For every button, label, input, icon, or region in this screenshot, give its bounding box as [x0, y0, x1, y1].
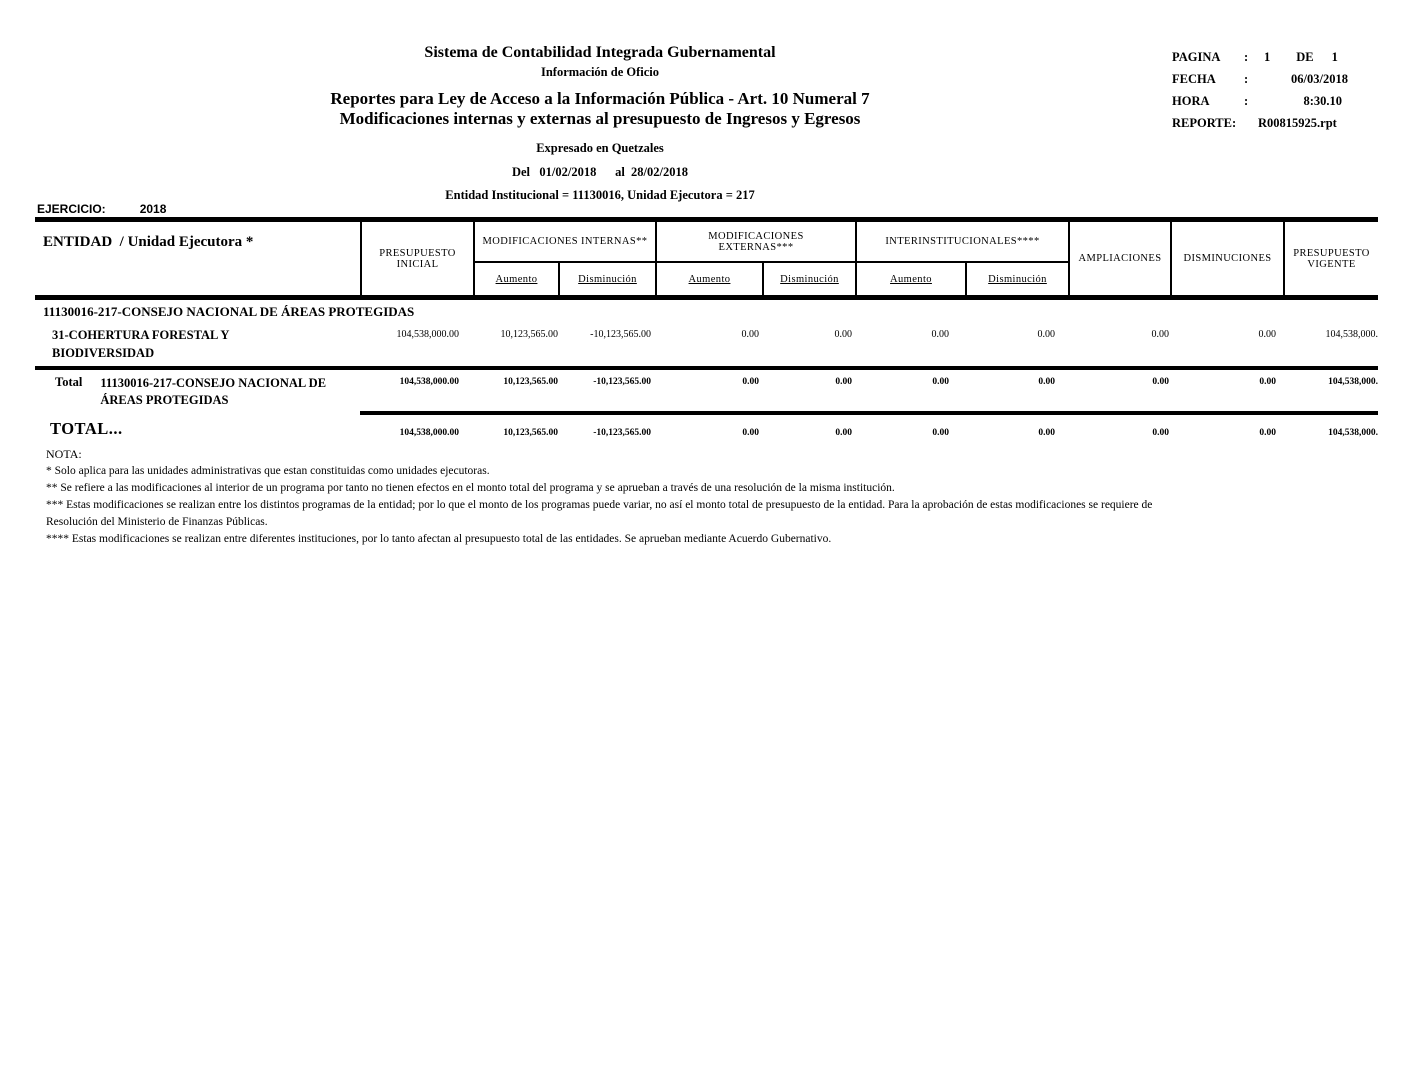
fecha-value: 06/03/2018 — [1291, 72, 1348, 86]
fecha-row — [1172, 72, 1362, 87]
col-presupuesto-vigente-header: PRESUPUESTO VIGENTE — [1283, 222, 1378, 295]
total-disminuciones: 0.00 — [1259, 377, 1276, 387]
pagina-label: PAGINA — [1172, 50, 1221, 64]
entity-total-label-cell — [35, 375, 360, 409]
report-title-line1: Reportes para Ley de Acceso a la Información Pública - Art. 10 Numeral 7 — [330, 89, 870, 108]
total-internas-aumento: 10,123,565.00 — [503, 377, 558, 387]
total-externas-aumento: 0.00 — [742, 377, 759, 387]
entity-total-row — [35, 375, 1378, 409]
group-modificaciones-externas-header: MODIFICACIONES EXTERNAS*** — [655, 222, 855, 263]
group-interinstitucionales-header: INTERINSTITUCIONALES**** — [855, 222, 1068, 263]
entity-group-row: 11130016-217-CONSEJO NACIONAL DE ÁREAS PROTEGIDAS — [43, 304, 415, 319]
program-label: 31-COHERTURA FORESTAL Y BIODIVERSIDAD — [52, 328, 229, 360]
divider-full — [35, 366, 1378, 370]
val-internas-disminucion: -10,123,565.00 — [590, 329, 651, 340]
reporte-row — [1172, 116, 1362, 131]
sub-col-internas-aumento: Aumento — [473, 263, 558, 295]
grand-ampliaciones: 0.00 — [1152, 427, 1169, 438]
val-presupuesto-inicial: 104,538,000.00 — [396, 329, 459, 340]
grand-presupuesto-vigente: 104,538,000. — [1328, 427, 1378, 438]
grand-total-row — [35, 419, 1378, 439]
col-entidad-header: ENTIDAD / Unidad Ejecutora * — [43, 234, 254, 250]
hora-label: HORA — [1172, 94, 1210, 108]
val-ampliaciones: 0.00 — [1151, 329, 1169, 340]
footnote-3: *** Estas modificaciones se realizan entre los distintos programas de la entidad; por lo que el monto de los programas puede variar, no así el monto total de presupuesto de la entidad. Para la aprobación de estas modificaciones se requiere de Resolución del Ministerio de Finanzas Públicas. — [46, 499, 1153, 528]
fecha-label: FECHA — [1172, 72, 1216, 86]
hora-colon: : — [1244, 94, 1249, 108]
grand-internas-aumento: 10,123,565.00 — [503, 427, 558, 438]
val-internas-aumento: 10,123,565.00 — [500, 329, 558, 340]
total-entity-name: 11130016-217-CONSEJO NACIONAL DE ÁREAS PROTEGIDAS — [100, 376, 327, 407]
val-disminuciones: 0.00 — [1258, 329, 1276, 340]
currency-note: Expresado en Quetzales — [536, 141, 664, 155]
grand-interinst-disminucion: 0.00 — [1038, 427, 1055, 438]
group-modificaciones-internas-header: MODIFICACIONES INTERNAS** — [473, 222, 655, 263]
grand-internas-disminucion: -10,123,565.00 — [593, 427, 651, 438]
system-title: Sistema de Contabilidad Integrada Gubernamental — [424, 44, 776, 61]
sub-col-externas-aumento: Aumento — [655, 263, 762, 295]
total-internas-disminucion: -10,123,565.00 — [593, 377, 651, 387]
footnote-2: ** Se refiere a las modificaciones al interior de un programa por tanto no tienen efectos en el monto total del programa y se aprueban a través de una resolución de la misma institución. — [46, 482, 895, 494]
col-presupuesto-inicial-header: PRESUPUESTO INICIAL — [360, 222, 473, 295]
page-info-block — [1172, 50, 1362, 138]
date-range: Del 01/02/2018 al 28/02/2018 — [511, 165, 689, 179]
col-ampliaciones-header: AMPLIACIONES — [1068, 222, 1170, 295]
total-interinst-disminucion: 0.00 — [1038, 377, 1055, 387]
reporte-label: REPORTE: — [1172, 116, 1237, 130]
pagina-total-value: 1 — [1331, 50, 1338, 64]
val-presupuesto-vigente: 104,538,000. — [1325, 329, 1378, 340]
grand-presupuesto-inicial: 104,538,000.00 — [399, 427, 459, 438]
sub-col-externas-disminucion: Disminución — [762, 263, 855, 295]
pagina-colon: : — [1244, 50, 1249, 64]
divider-partial — [360, 411, 1378, 415]
grand-interinst-aumento: 0.00 — [932, 427, 949, 438]
col-disminuciones-header: DISMINUCIONES — [1170, 222, 1283, 295]
sub-col-interinst-disminucion: Disminución — [965, 263, 1068, 295]
total-presupuesto-vigente: 104,538,000. — [1328, 377, 1378, 387]
total-interinst-aumento: 0.00 — [932, 377, 949, 387]
report-title-line2: Modificaciones internas y externas al presupuesto de Ingresos y Egresos — [339, 109, 861, 128]
hora-value: 8:30.10 — [1303, 94, 1342, 108]
grand-total-label: TOTAL... — [50, 418, 123, 438]
grand-externas-disminucion: 0.00 — [835, 427, 852, 438]
val-interinst-aumento: 0.00 — [931, 329, 949, 340]
val-externas-disminucion: 0.00 — [834, 329, 852, 340]
footnote-1: * Solo aplica para las unidades administrativas que estan constituidas como unidades ejecutoras. — [46, 465, 490, 477]
ejercicio-label: EJERCICIO: — [37, 202, 106, 216]
budget-table — [35, 217, 1378, 439]
reporte-value: R00815925.rpt — [1258, 116, 1337, 130]
table-row — [35, 327, 1378, 362]
sub-col-internas-disminucion: Disminución — [558, 263, 655, 295]
info-oficio-subtitle: Información de Oficio — [540, 65, 660, 79]
entity-filter: Entidad Institucional = 11130016, Unidad Ejecutora = 217 — [445, 188, 755, 202]
fecha-colon: : — [1244, 72, 1249, 86]
total-ampliaciones: 0.00 — [1152, 377, 1169, 387]
nota-title: NOTA: — [46, 447, 82, 461]
total-prefix: Total — [55, 375, 83, 389]
ejercicio-value: 2018 — [139, 202, 167, 216]
ejercicio-line — [37, 202, 166, 216]
total-presupuesto-inicial: 104,538,000.00 — [399, 377, 459, 387]
pagina-row — [1172, 50, 1362, 65]
table-header — [35, 217, 1378, 300]
pagina-value: 1 — [1264, 50, 1271, 64]
sub-col-interinst-aumento: Aumento — [855, 263, 965, 295]
grand-externas-aumento: 0.00 — [742, 427, 759, 438]
footnote-4: **** Estas modificaciones se realizan entre diferentes instituciones, por lo tanto afectan al presupuesto total de las entidades. Se aprueban mediante Acuerdo Gubernativo. — [46, 533, 832, 545]
pagina-de-label: DE — [1296, 50, 1314, 64]
val-externas-aumento: 0.00 — [741, 329, 759, 340]
total-externas-disminucion: 0.00 — [835, 377, 852, 387]
grand-disminuciones: 0.00 — [1259, 427, 1276, 438]
footnotes — [46, 446, 1196, 548]
hora-row — [1172, 94, 1362, 109]
val-interinst-disminucion: 0.00 — [1037, 329, 1055, 340]
report-header — [0, 44, 1200, 203]
